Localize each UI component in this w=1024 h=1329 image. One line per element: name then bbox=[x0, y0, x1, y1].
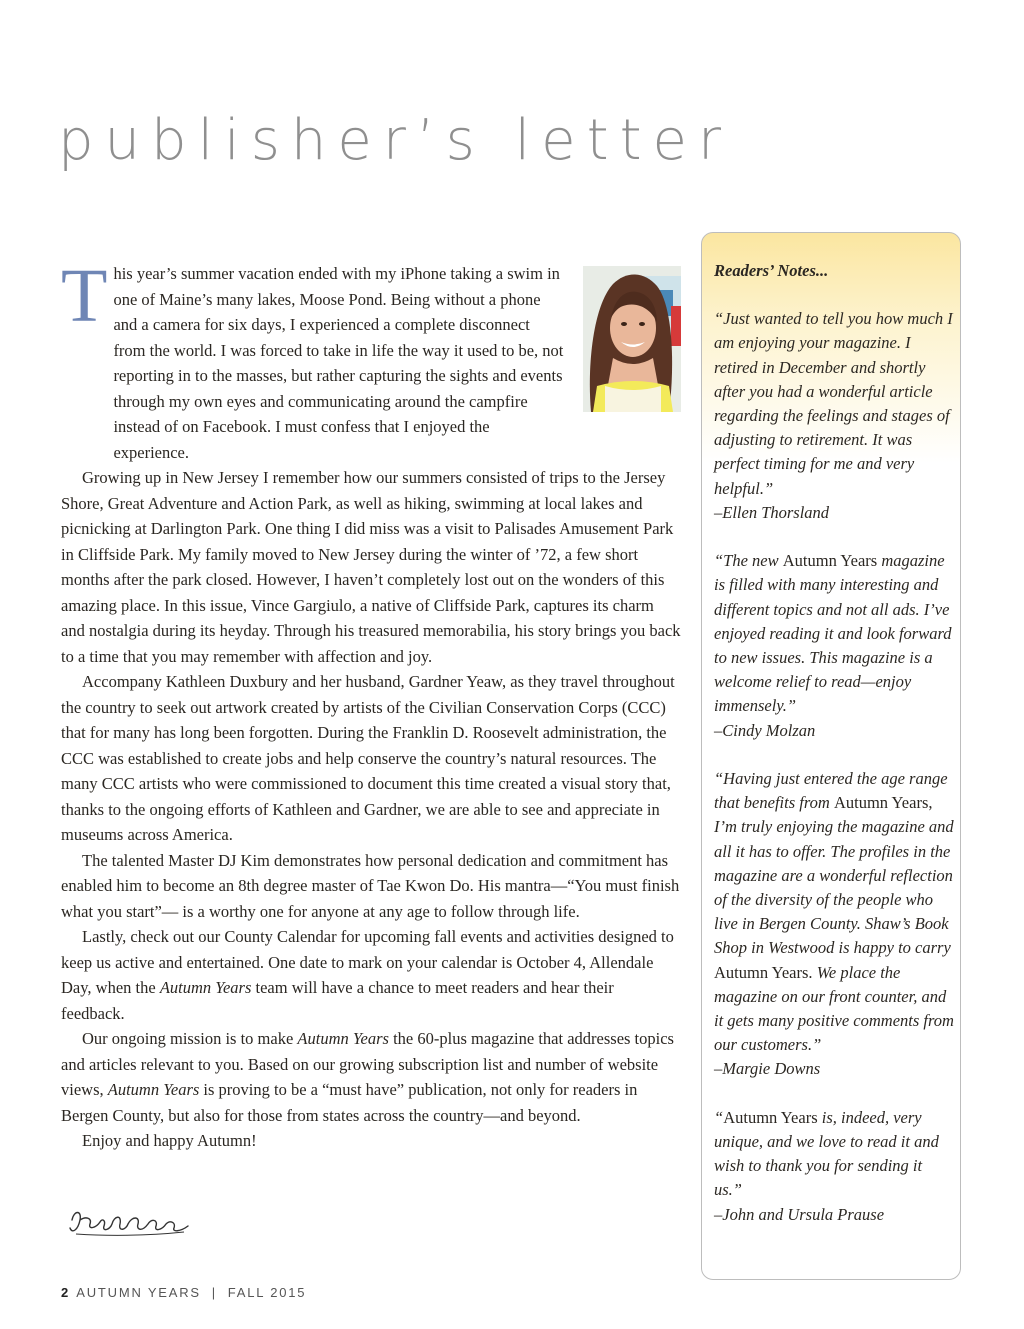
note-author: –Cindy Molzan bbox=[714, 720, 816, 740]
reader-note-3: “Having just entered the age range that benefits from Autumn Years, I’m truly enjoying the magazine and all it has to offer. The profiles in the magazine are a wonderful reflection of the diversity of the people who live in Bergen County. Shaw’s Book Shop in Westwood is happy to carry Autumn Years. We place the magazine on our front counter, and it gets many positive comments from our customers.” –Margie Downs bbox=[714, 769, 954, 1079]
letter-paragraph-6: Our ongoing mission is to make Autumn Years the 60-plus magazine that addresses topics and articles relevant to you. Based on our growing subscription list and number of website views, Autumn Years is proving to be a “must have” publication, not only for readers in Bergen County, but also for those from states across the country—and beyond. bbox=[61, 1029, 674, 1125]
letter-paragraph-1: T his year’s summer vacation ended with my iPhone taking a swim in one of Maine’s many lakes, Moose Pond. Being without a phone and a camera for six days, I experienced a complete disconnect from the world. I was forced to take in life the way it used to be, not reporting in to the masses, but rather capturing the sights and events through my own eyes and communicating around the campfire instead of on Facebook. I must confess that I enjoyed the experience. bbox=[61, 254, 564, 462]
letter-paragraph-3: Accompany Kathleen Duxbury and her husband, Gardner Yeaw, as they travel throughout the country to seek out artwork created by artists of the Civilian Conservation Corps (CCC) that for many has long been forgotten. During the Franklin D. Roosevelt administration, the CCC was established to create jobs and help conserve the country’s natural resources. The many CCC artists who were commissioned to document this time created a visual story that, thanks to the ongoing efforts of Kathleen and Gardner, we are able to see and appreciate in museums across America. bbox=[61, 672, 675, 844]
letter-paragraph-2: Growing up in New Jersey I remember how our summers consisted of trips to the Jersey Shore, Great Adventure and Action Park, as well as hiking, swimming at local lakes and picnicking at Darlington Park. One thing I did miss was a visit to Palisades Amusement Park in Cliffside Park. My family moved to New Jersey during the winter of ’72, a few short months after the park closed. However, I haven’t completely lost out on the wonders of this amazing place. In this issue, Vince Gargiulo, a native of Cliffside Park, captures its charm and nostalgia during its heyday. Through his treasured memorabilia, his story brings you back to a time that you may remember with affection and joy. bbox=[61, 468, 681, 666]
page-footer bbox=[61, 1285, 306, 1300]
note-author: –Margie Downs bbox=[714, 1059, 821, 1079]
signature bbox=[66, 1206, 192, 1240]
letter-paragraph-4: The talented Master DJ Kim demonstrates how personal dedication and commitment has enabled him to become an 8th degree master of Tae Kwon Do. His mantra—“You must finish what you start”— is a worthy one for anyone at any age to follow through life. bbox=[61, 850, 680, 921]
page-title: publisher’s letter bbox=[58, 108, 733, 173]
letter-closing: Enjoy and happy Autumn! bbox=[82, 1131, 257, 1150]
readers-notes-sidebar bbox=[701, 232, 961, 1280]
note-author: –John and Ursula Prause bbox=[714, 1204, 885, 1224]
letter-body bbox=[61, 254, 681, 1154]
sidebar-title: Readers’ Notes... bbox=[714, 261, 829, 280]
reader-note-2: “The new Autumn Years magazine is filled with many interesting and different topics and not all ads. I’ve enjoyed reading it and look forward to new issues. This magazine is a welcome relief to read—enjoy immensely.” –Cindy Molzan bbox=[714, 551, 952, 740]
letter-paragraph-5: Lastly, check out our County Calendar for upcoming fall events and activities designed to keep us active and entertained. One date to mark on your calendar is October 4, Allendale Day, when the Autumn Years team will have a chance to meet readers and hear their feedback. bbox=[61, 927, 674, 1023]
reader-note-4: “Autumn Years is, indeed, very unique, and we love to read it and wish to thank you for sending it us.” –John and Ursula Prause bbox=[714, 1107, 939, 1224]
reader-note-1: “Just wanted to tell you how much I am enjoying your magazine. I retired in December and shortly after you had a wonderful article regarding the feelings and stages of adjusting to retirement. It was perfect timing for me and very helpful.” –Ellen Thorsland bbox=[714, 309, 953, 522]
footer-publication: AUTUMN YEARS | FALL 2015 bbox=[76, 1285, 307, 1300]
note-author: –Ellen Thorsland bbox=[714, 502, 830, 522]
page-number: 2 bbox=[61, 1285, 69, 1300]
drop-cap: T bbox=[61, 254, 108, 338]
